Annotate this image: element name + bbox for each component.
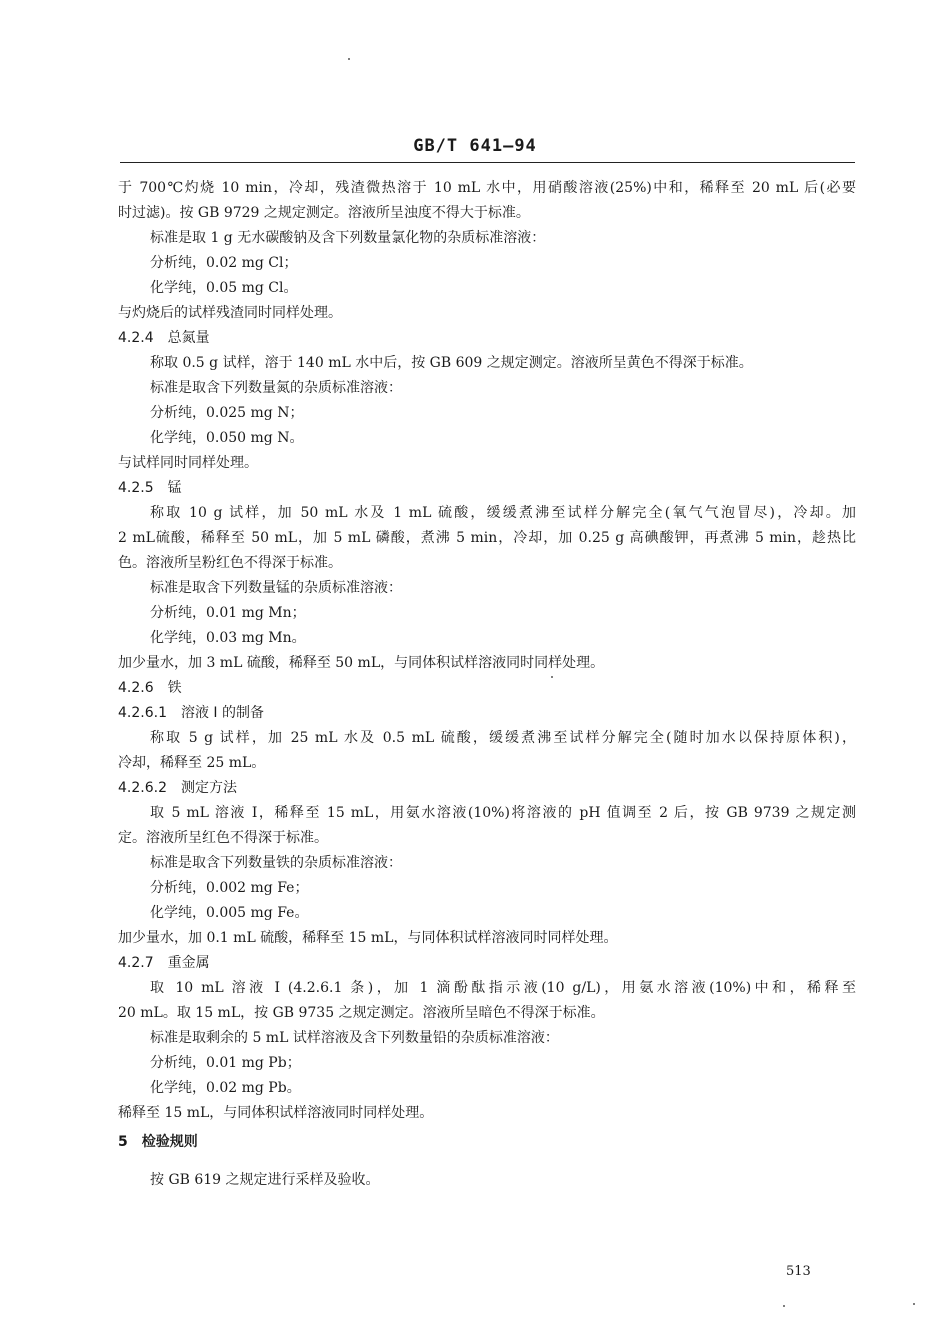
- section-heading: 4.2.4 总氮量: [118, 330, 210, 346]
- text-line: 冷却，稀释至 25 mL。: [118, 755, 266, 771]
- text-line: 加少量水，加 0.1 mL 硫酸，稀释至 15 mL，与同体积试样溶液同时同样处理。: [118, 930, 618, 946]
- text-line: 与灼烧后的试样残渣同时同样处理。: [118, 305, 342, 321]
- text-line: 加少量水，加 3 mL 硫酸，稀释至 50 mL，与同体积试样溶液同时同样处理。: [118, 655, 605, 671]
- text-line: 按 GB 619 之规定进行采样及验收。: [150, 1172, 380, 1188]
- text-line: 标准是取含下列数量铁的杂质标准溶液：: [150, 855, 402, 871]
- text-line: 与试样同时同样处理。: [118, 455, 258, 471]
- subsection-heading: 4.2.6.1 溶液 I 的制备: [118, 705, 265, 721]
- text-line: 标准是取 1 g 无水碳酸钠及含下列数量氯化物的杂质标准溶液：: [150, 230, 546, 246]
- text-line: 20 mL。取 15 mL，按 GB 9735 之规定测定。溶液所呈暗色不得深于标准。: [118, 1005, 605, 1021]
- section-heading: 4.2.5 锰: [118, 480, 182, 496]
- standard-code-header: GB/T 641—94: [413, 136, 537, 156]
- subsection-heading: 4.2.6.2 测定方法: [118, 780, 237, 796]
- text-line: 化学纯，0.050 mg N。: [150, 430, 304, 446]
- text-line: 色。溶液所呈粉红色不得深于标准。: [118, 555, 342, 571]
- text-line: 化学纯，0.05 mg Cl。: [150, 280, 298, 296]
- text-line: 化学纯，0.03 mg Mn。: [150, 630, 306, 646]
- text-line: 分析纯，0.01 mg Mn；: [150, 605, 306, 621]
- page-number: 513: [786, 1264, 811, 1279]
- text-line: 取 10 mL 溶液 I (4.2.6.1 条)，加 1 滴酚酞指示液(10 g/L)，用氨水溶液(10%)中和，稀释至: [150, 980, 856, 996]
- text-line: 取 5 mL 溶液 I，稀释至 15 mL，用氨水溶液(10%)将溶液的 pH 值调至 2 后，按 GB 9739 之规定测: [150, 805, 856, 821]
- scan-speck: [348, 58, 350, 60]
- scan-speck: [551, 676, 553, 678]
- text-line: 于 700℃灼烧 10 min，冷却，残渣微热溶于 10 mL 水中，用硝酸溶液(25%)中和，稀释至 20 mL 后(必要: [118, 180, 856, 196]
- text-line: 标准是取含下列数量锰的杂质标准溶液：: [150, 580, 402, 596]
- text-line: 称取 5 g 试样，加 25 mL 水及 0.5 mL 硫酸，缓缓煮沸至试样分解完全(随时加水以保持原体积)，: [150, 730, 856, 746]
- chapter-heading: 5 检验规则: [118, 1134, 198, 1150]
- text-line: 化学纯，0.005 mg Fe。: [150, 905, 309, 921]
- header-rule: [120, 162, 855, 163]
- text-line: 称取 10 g 试样，加 50 mL 水及 1 mL 硫酸，缓缓煮沸至试样分解完全(氧气气泡冒尽)，冷却。加: [150, 505, 856, 521]
- text-line: 分析纯，0.025 mg N；: [150, 405, 304, 421]
- scan-speck: [913, 1303, 915, 1305]
- text-line: 称取 0.5 g 试样，溶于 140 mL 水中后，按 GB 609 之规定测定。溶液所呈黄色不得深于标准。: [150, 355, 753, 371]
- text-line: 时过滤)。按 GB 9729 之规定测定。溶液所呈浊度不得大于标准。: [118, 205, 530, 221]
- text-line: 分析纯，0.002 mg Fe；: [150, 880, 309, 896]
- text-line: 化学纯，0.02 mg Pb。: [150, 1080, 301, 1096]
- text-line: 标准是取含下列数量氮的杂质标准溶液：: [150, 380, 402, 396]
- text-line: 标准是取剩余的 5 mL 试样溶液及含下列数量铅的杂质标准溶液：: [150, 1030, 559, 1046]
- section-heading: 4.2.7 重金属: [118, 955, 210, 971]
- text-line: 定。溶液所呈红色不得深于标准。: [118, 830, 328, 846]
- scan-speck: [783, 1305, 785, 1307]
- text-line: 2 mL硫酸，稀释至 50 mL，加 5 mL 磷酸，煮沸 5 min，冷却，加 0.25 g 高碘酸钾，再煮沸 5 min，趁热比: [118, 530, 856, 546]
- text-line: 分析纯，0.02 mg Cl；: [150, 255, 298, 271]
- text-line: 稀释至 15 mL，与同体积试样溶液同时同样处理。: [118, 1105, 434, 1121]
- text-line: 分析纯，0.01 mg Pb；: [150, 1055, 301, 1071]
- section-heading: 4.2.6 铁: [118, 680, 182, 696]
